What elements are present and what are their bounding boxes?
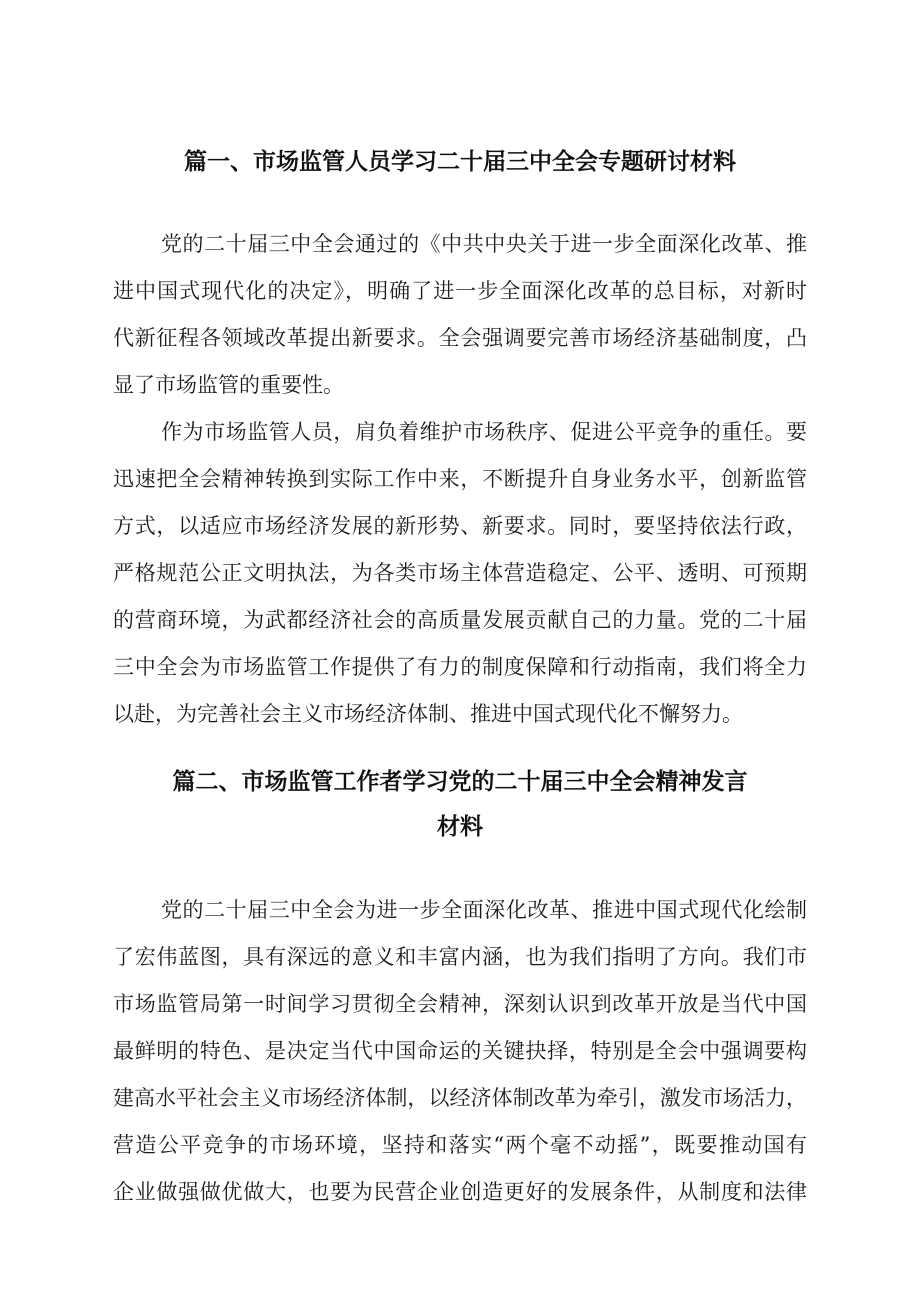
- text-line: 三中全会为市场监管工作提供了有力的制度保障和行动指南，我们将全力: [113, 655, 807, 679]
- text-line: 严格规范公正文明执法，为各类市场主体营造稳定、公平、透明、可预期: [113, 561, 807, 585]
- text-line: 进中国式现代化的决定》，明确了进一步全面深化改革的总目标，对新时: [113, 279, 807, 303]
- section-1-title: 篇一、市场监管人员学习二十届三中全会专题研讨材料: [184, 149, 736, 175]
- section-2-title-line-2: 材料: [437, 814, 483, 840]
- text-line: 的营商环境，为武都经济社会的高质量发展贡献自己的力量。党的二十届: [113, 608, 807, 632]
- section-2-title-line-1: 篇二、市场监管工作者学习党的二十届三中全会精神发言: [172, 769, 748, 795]
- text-line: 以赴，为完善社会主义市场经济体制、推进中国式现代化不懈努力。: [113, 702, 743, 726]
- text-line: 迅速把全会精神转换到实际工作中来，不断提升自身业务水平，创新监管: [113, 467, 807, 491]
- text-line: 显了市场监管的重要性。: [113, 373, 344, 397]
- text-line: 了宏伟蓝图，具有深远的意义和丰富内涵，也为我们指明了方向。我们市: [113, 945, 807, 969]
- text-line: 最鲜明的特色、是决定当代中国命运的关键抉择，特别是全会中强调要构: [113, 1039, 807, 1063]
- text-line: 党的二十届三中全会通过的《中共中央关于进一步全面深化改革、推: [161, 232, 807, 256]
- text-line: 企业做强做优做大，也要为民营企业创造更好的发展条件，从制度和法律: [113, 1180, 807, 1204]
- text-line: 市场监管局第一时间学习贯彻全会精神，深刻认识到改革开放是当代中国: [113, 992, 807, 1016]
- text-line: 代新征程各领域改革提出新要求。全会强调要完善市场经济基础制度，凸: [113, 326, 807, 350]
- text-line: 营造公平竞争的市场环境，坚持和落实“两个毫不动摇”，既要推动国有: [113, 1133, 807, 1157]
- text-line: 党的二十届三中全会为进一步全面深化改革、推进中国式现代化绘制: [161, 898, 807, 922]
- text-line: 方式，以适应市场经济发展的新形势、新要求。同时，要坚持依法行政，: [113, 514, 807, 538]
- text-line: 作为市场监管人员，肩负着维护市场秩序、促进公平竞争的重任。要: [161, 420, 807, 444]
- text-line: 建高水平社会主义市场经济体制，以经济体制改革为牵引，激发市场活力，: [113, 1086, 807, 1110]
